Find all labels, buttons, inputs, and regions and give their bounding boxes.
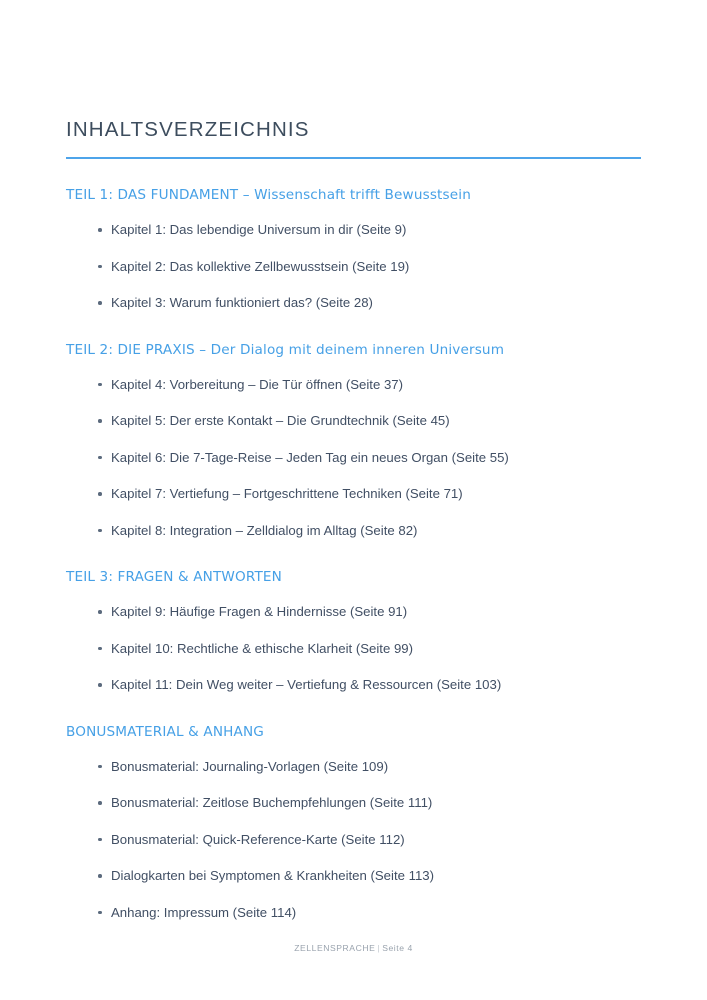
page-footer bbox=[0, 943, 707, 953]
bullet-icon bbox=[98, 228, 102, 232]
toc-entry-label: Kapitel 2: Das kollektive Zellbewusstsein (Seite 19) bbox=[111, 258, 410, 274]
bullet-icon bbox=[98, 683, 102, 687]
toc-entry-label: Kapitel 6: Die 7-Tage-Reise – Jeden Tag ein neues Organ (Seite 55) bbox=[111, 449, 509, 465]
toc-item-list bbox=[66, 222, 641, 312]
bullet-icon bbox=[98, 911, 102, 915]
toc-entry[interactable] bbox=[66, 295, 641, 312]
toc-entry[interactable] bbox=[66, 450, 641, 467]
footer-page-label: Seite 4 bbox=[382, 943, 413, 953]
bullet-icon bbox=[98, 419, 102, 423]
toc-section-heading[interactable]: TEIL 1: DAS FUNDAMENT – Wissenschaft trifft Bewusstsein bbox=[66, 187, 471, 204]
toc-entry-label: Kapitel 9: Häufige Fragen & Hindernisse (Seite 91) bbox=[111, 604, 408, 620]
bullet-icon bbox=[98, 301, 102, 305]
bullet-icon bbox=[98, 529, 102, 533]
toc-entry-label: Kapitel 11: Dein Weg weiter – Vertiefung & Ressourcen (Seite 103) bbox=[111, 677, 502, 693]
bullet-icon bbox=[98, 765, 102, 769]
toc-section-heading[interactable]: TEIL 2: DIE PRAXIS – Der Dialog mit deinem inneren Universum bbox=[66, 341, 505, 358]
toc-section bbox=[66, 569, 641, 693]
toc-entry[interactable] bbox=[66, 377, 641, 394]
footer-book-title: ZELLENSPRACHE bbox=[294, 943, 376, 953]
toc-entry[interactable] bbox=[66, 641, 641, 658]
toc-content bbox=[66, 118, 641, 921]
toc-entry-label: Bonusmaterial: Journaling-Vorlagen (Seite 109) bbox=[111, 758, 389, 774]
toc-sections bbox=[66, 187, 641, 921]
bullet-icon bbox=[98, 647, 102, 651]
page-title: INHALTSVERZEICHNIS bbox=[66, 118, 310, 141]
bullet-icon bbox=[98, 456, 102, 460]
toc-entry-label: Kapitel 8: Integration – Zelldialog im Alltag (Seite 82) bbox=[111, 522, 418, 538]
bullet-icon bbox=[98, 838, 102, 842]
toc-entry-label: Anhang: Impressum (Seite 114) bbox=[111, 904, 297, 920]
toc-entry[interactable] bbox=[66, 795, 641, 812]
toc-section bbox=[66, 724, 641, 921]
bullet-icon bbox=[98, 801, 102, 805]
toc-entry[interactable] bbox=[66, 486, 641, 503]
bullet-icon bbox=[98, 383, 102, 387]
toc-entry[interactable] bbox=[66, 905, 641, 922]
bullet-icon bbox=[98, 492, 102, 496]
toc-section bbox=[66, 187, 641, 311]
toc-entry-label: Kapitel 5: Der erste Kontakt – Die Grundtechnik (Seite 45) bbox=[111, 413, 450, 429]
toc-entry-label: Bonusmaterial: Zeitlose Buchempfehlungen (Seite 111) bbox=[111, 795, 433, 811]
bullet-icon bbox=[98, 610, 102, 614]
footer-separator: | bbox=[377, 943, 381, 953]
title-divider bbox=[66, 157, 641, 160]
toc-item-list bbox=[66, 604, 641, 694]
toc-section-heading[interactable]: TEIL 3: FRAGEN & ANTWORTEN bbox=[66, 569, 282, 586]
bullet-icon bbox=[98, 874, 102, 878]
toc-entry-label: Kapitel 4: Vorbereitung – Die Tür öffnen (Seite 37) bbox=[111, 376, 404, 392]
toc-entry[interactable] bbox=[66, 677, 641, 694]
toc-entry-label: Kapitel 10: Rechtliche & ethische Klarheit (Seite 99) bbox=[111, 640, 414, 656]
toc-entry[interactable] bbox=[66, 868, 641, 885]
toc-entry-label: Kapitel 3: Warum funktioniert das? (Seite 28) bbox=[111, 295, 373, 311]
toc-section-heading[interactable]: BONUSMATERIAL & ANHANG bbox=[66, 723, 264, 740]
bullet-icon bbox=[98, 265, 102, 269]
toc-entry[interactable] bbox=[66, 222, 641, 239]
toc-entry[interactable] bbox=[66, 523, 641, 540]
toc-section bbox=[66, 342, 641, 539]
toc-item-list bbox=[66, 377, 641, 540]
toc-entry-label: Dialogkarten bei Symptomen & Krankheiten (Seite 113) bbox=[111, 868, 435, 884]
toc-entry-label: Bonusmaterial: Quick-Reference-Karte (Seite 112) bbox=[111, 831, 405, 847]
toc-entry-label: Kapitel 1: Das lebendige Universum in dir (Seite 9) bbox=[111, 222, 407, 238]
toc-entry[interactable] bbox=[66, 759, 641, 776]
toc-entry[interactable] bbox=[66, 259, 641, 276]
toc-entry[interactable] bbox=[66, 604, 641, 621]
toc-entry[interactable] bbox=[66, 832, 641, 849]
toc-item-list bbox=[66, 759, 641, 922]
toc-entry-label: Kapitel 7: Vertiefung – Fortgeschrittene Techniken (Seite 71) bbox=[111, 486, 463, 502]
toc-entry[interactable] bbox=[66, 413, 641, 430]
